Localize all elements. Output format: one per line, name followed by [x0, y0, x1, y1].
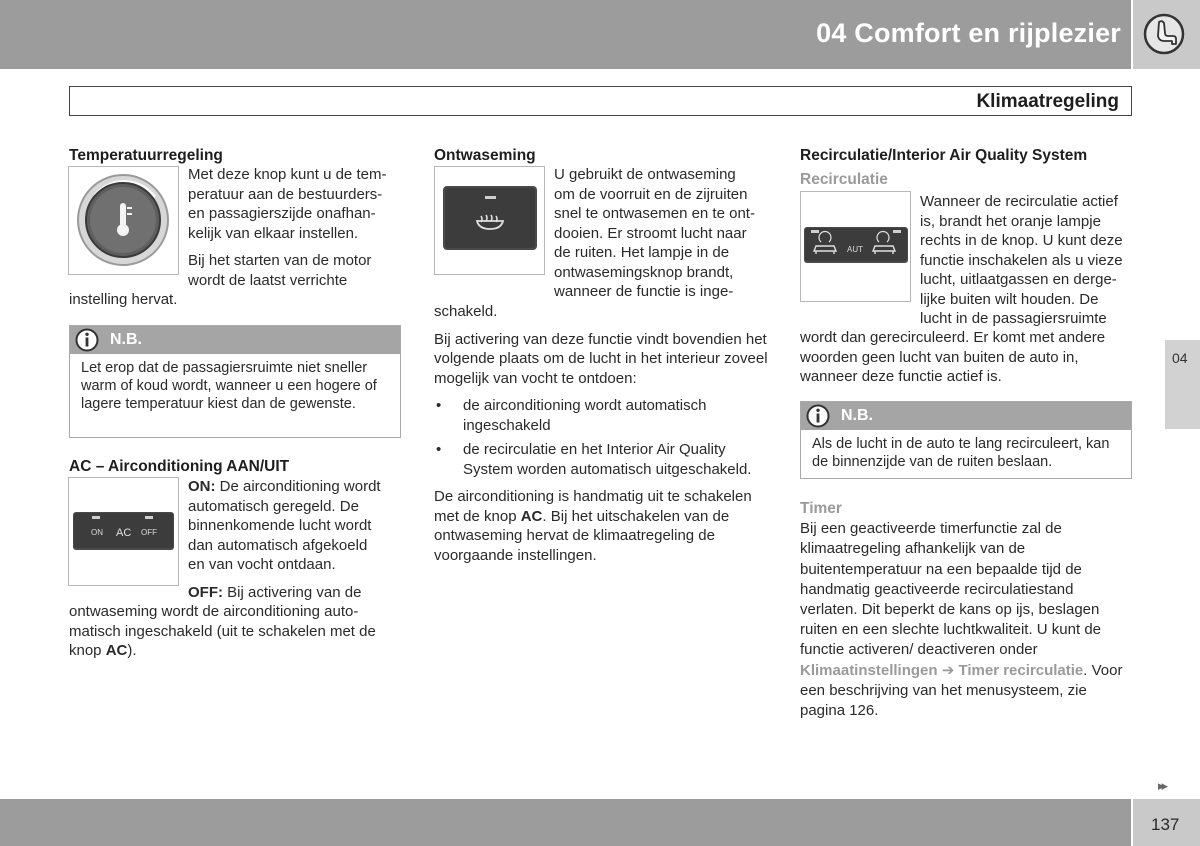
ac-on-text-1: De airconditioning wordt — [215, 478, 381, 495]
timer-subheading: Timer — [800, 500, 842, 517]
ac-heading-block — [69, 457, 401, 477]
temp-text-line: Met deze knop kunt u de tem- — [188, 166, 387, 183]
defrost-text-line: ontwasemingsknop brandt, — [554, 263, 734, 281]
ac-off-line: matisch ingeschakeld (uit te schakelen met de — [69, 622, 376, 640]
recirc-subheading: Recirculatie — [800, 170, 888, 188]
temp-text-block — [188, 165, 403, 290]
bullet-text: de airconditioning wordt automatisch ingeschakeld — [463, 397, 707, 434]
note-header — [801, 402, 1131, 430]
ac-button-icon — [69, 478, 178, 585]
ac-on-line: en van vocht ontdaan. — [188, 556, 336, 573]
recirc-text-block — [920, 192, 1135, 329]
defrost-text-line: de ruiten. Het lampje in de — [554, 244, 730, 261]
temperature-knob-figure — [68, 166, 179, 275]
note-label: N.B. — [841, 407, 873, 424]
defrost-text-line: wanneer de functie is inge- — [554, 283, 734, 300]
timer-text-start: Bij een geactiveerde timerfunctie zal de klimaatregeling afhankelijk van de buitentemperatuur na een bepaalde tijd de handmatig geactiveerde recirculatiestand verlaten. Dit beperkt de kans op ijs, beslagen ruiten en een slechte luchtkwaliteit. U kunt de functie activeren/ deactiveren onder — [800, 520, 1102, 659]
defrost-text-line: snel te ontwasemen en te ont- — [554, 205, 755, 222]
temp-text-tail — [69, 290, 401, 310]
temp-heading: Temperatuurregeling — [69, 147, 223, 164]
temp-text-line: kelijk van elkaar instellen. — [188, 224, 359, 242]
ac-off-text-4b: AC — [105, 642, 128, 659]
ac-off-text: OFF — [141, 528, 157, 537]
recirc-aut-text: AUT — [847, 245, 863, 254]
recirc-text-line: lijke buiten wilt houden. De — [920, 290, 1099, 308]
temp-text-line: wordt de laatst verrichte — [188, 271, 348, 289]
note-text: Als de lucht in de auto te lang recirculeert, kan de binnenzijde van de ruiten beslaan. — [812, 436, 1110, 470]
ac-off-text-4c: ). — [127, 642, 137, 659]
recirc-text-line: rechts in de knop. U kunt deze — [920, 232, 1123, 249]
note-text: Let erop dat de passagiersruimte niet sneller warm of koud wordt, wanneer u een hogere of lagere temperatuur kiest dan de gewenste. — [81, 360, 377, 412]
side-tab-label: 04 — [1172, 350, 1188, 366]
note-box-temperature — [69, 325, 401, 438]
seat-icon — [1143, 13, 1185, 55]
ac-on-text: ON — [91, 528, 103, 537]
recirc-button-figure — [800, 191, 911, 302]
recirc-text-line: functie inschakelen als u vieze — [920, 251, 1123, 269]
page-number: 137 — [1151, 815, 1180, 834]
note-label: N.B. — [110, 331, 142, 348]
timer-text-end: . Voor een beschrijving van het menusysteem, zie pagina 126. — [800, 661, 1123, 720]
ac-off-label: OFF: — [188, 583, 223, 601]
footer-bar — [0, 799, 1131, 846]
ac-on-line: automatisch geregeld. De — [188, 497, 359, 515]
temp-text-line: instelling hervat. — [69, 291, 178, 308]
bullet-text: de recirculatie en het Interior Air Quality System worden automatisch uitgeschakeld. — [463, 441, 752, 478]
bullet-item — [434, 396, 769, 435]
ac-text-block — [188, 477, 403, 602]
defrost-para-3b: AC — [520, 507, 543, 525]
temp-text-line: en passagierszijde onafhan- — [188, 205, 376, 222]
temp-text-line: peratuur aan de bestuurders- — [188, 185, 383, 203]
bullet-dot: • — [436, 397, 442, 414]
recirc-text-line: is, brandt het oranje lampje — [920, 212, 1101, 230]
timer-block — [800, 499, 1135, 721]
ac-heading: AC – Airconditioning AAN/UIT — [69, 458, 290, 475]
info-icon — [75, 328, 99, 352]
ac-ac-text: AC — [116, 527, 132, 539]
defrost-button-figure — [434, 166, 545, 275]
note-box-recirculation — [800, 401, 1132, 479]
recirc-text-line: lucht in de passagiersruimte — [920, 310, 1107, 327]
ac-off-line — [69, 641, 404, 661]
chapter-header-bar — [0, 0, 1131, 69]
bullet-item — [434, 440, 769, 479]
recirc-heading: Recirculatie/Interior Air Quality System — [800, 147, 1088, 164]
section-title-box — [69, 86, 1132, 116]
note-header — [70, 326, 400, 354]
defrost-text-line: U gebruikt de ontwaseming — [554, 166, 736, 183]
defrost-text-tail — [434, 302, 769, 565]
ac-on-line: dan automatisch afgekoeld — [188, 536, 368, 554]
info-icon — [806, 404, 830, 428]
ac-on-label: ON: — [188, 478, 216, 495]
ac-off-line: ontwaseming wordt de airconditioning auto- — [69, 603, 359, 620]
defrost-text-block — [554, 165, 769, 302]
bullet-dot: • — [436, 441, 442, 458]
timer-link-settings: Klimaatinstellingen — [800, 661, 938, 679]
section-title: Klimaatregeling — [976, 91, 1119, 112]
defrost-heading-block — [434, 146, 769, 166]
defrost-para-3 — [434, 487, 769, 565]
ac-on-line: binnenkomende lucht wordt — [188, 517, 372, 534]
defrost-para-2: Bij activering van deze functie vindt bovendien het volgende plaats om de lucht in het interieur zoveel mogelijk van vocht te ontdoen: — [434, 330, 768, 387]
chapter-side-tab — [1165, 340, 1200, 429]
continue-arrow-icon: ▸▸ — [1158, 778, 1166, 793]
temp-text-line: Bij het starten van de motor — [188, 252, 372, 269]
recirc-text-line: lucht, uitlaatgassen en derge- — [920, 271, 1117, 288]
ac-off-text-1: Bij activering van de — [223, 583, 362, 601]
recirc-button-icon — [801, 192, 910, 301]
defrost-heading: Ontwaseming — [434, 147, 536, 164]
defrost-para-3c: . Bij het uitschakelen van de ontwaseming hervat de klimaatregeling de voorgaande instellingen. — [434, 507, 730, 564]
recirc-heading-block — [800, 146, 1132, 189]
ac-off-text-4a: knop — [69, 642, 106, 659]
defrost-text-line: om de voorruit en de zijruiten — [554, 185, 748, 203]
ac-off-line — [188, 583, 403, 603]
defrost-para-3a: De airconditioning is handmatig uit te schakelen met de knop — [434, 488, 752, 525]
recirc-text-tail — [800, 328, 1135, 387]
ac-off-tail — [69, 602, 404, 661]
ac-on-line — [188, 477, 403, 497]
defrost-button-icon — [435, 167, 544, 274]
timer-text — [800, 519, 1135, 721]
defrost-text-line: dooien. Er stroomt lucht naar — [554, 224, 747, 242]
recirc-text-line: wordt dan gerecirculeerd. Er komt met andere woorden geen lucht van buiten de auto in, wanneer deze functie actief is. — [800, 329, 1106, 385]
chapter-title: 04 Comfort en rijplezier — [816, 18, 1121, 48]
column-temperature — [69, 146, 401, 166]
temperature-knob-icon — [69, 167, 178, 274]
recirc-text-line: Wanneer de recirculatie actief — [920, 193, 1118, 210]
ac-button-figure — [68, 477, 179, 586]
defrost-text-line: schakeld. — [434, 303, 498, 320]
timer-link-recirc: Timer recirculatie — [958, 661, 1084, 679]
arrow-icon: ➔ — [941, 661, 955, 679]
